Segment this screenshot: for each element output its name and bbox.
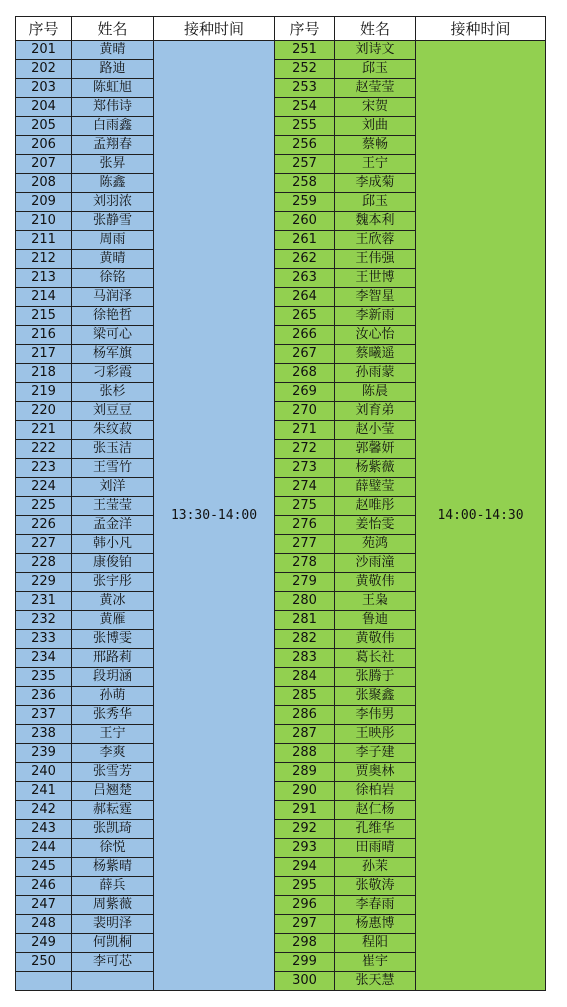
seq-cell: 237 — [16, 706, 72, 725]
seq-cell: 295 — [275, 877, 335, 896]
name-cell: 张腾于 — [335, 668, 416, 687]
name-cell: 杨军旗 — [72, 345, 154, 364]
name-cell: 贾奥林 — [335, 763, 416, 782]
seq-cell: 247 — [16, 896, 72, 915]
seq-cell: 282 — [275, 630, 335, 649]
name-cell: 路迪 — [72, 60, 154, 79]
seq-cell: 268 — [275, 364, 335, 383]
seq-cell: 228 — [16, 554, 72, 573]
name-cell: 邱玉 — [335, 60, 416, 79]
seq-cell: 217 — [16, 345, 72, 364]
name-cell: 蔡曦遥 — [335, 345, 416, 364]
seq-cell: 225 — [16, 497, 72, 516]
name-cell: 杨紫薇 — [335, 459, 416, 478]
name-cell: 王枭 — [335, 592, 416, 611]
header-name-1: 姓名 — [72, 17, 154, 41]
name-cell: 孙雨蒙 — [335, 364, 416, 383]
name-cell: 张杉 — [72, 383, 154, 402]
name-cell: 陈虹旭 — [72, 79, 154, 98]
name-cell: 李可芯 — [72, 953, 154, 972]
seq-cell: 270 — [275, 402, 335, 421]
seq-cell: 251 — [275, 41, 335, 60]
seq-cell: 298 — [275, 934, 335, 953]
name-cell: 陈晨 — [335, 383, 416, 402]
name-cell: 刘洋 — [72, 478, 154, 497]
name-cell: 张雪芳 — [72, 763, 154, 782]
seq-cell: 238 — [16, 725, 72, 744]
seq-cell: 272 — [275, 440, 335, 459]
seq-cell: 256 — [275, 136, 335, 155]
seq-cell: 266 — [275, 326, 335, 345]
name-cell: 梁可心 — [72, 326, 154, 345]
name-cell: 张秀华 — [72, 706, 154, 725]
name-cell: 孟金洋 — [72, 516, 154, 535]
name-cell: 刁彩霞 — [72, 364, 154, 383]
name-cell: 徐艳哲 — [72, 307, 154, 326]
seq-cell: 291 — [275, 801, 335, 820]
name-cell: 王伟强 — [335, 250, 416, 269]
header-name-2: 姓名 — [335, 17, 416, 41]
name-cell: 张宇彤 — [72, 573, 154, 592]
seq-cell: 242 — [16, 801, 72, 820]
name-cell: 杨惠博 — [335, 915, 416, 934]
name-cell: 段玥涵 — [72, 668, 154, 687]
name-cell: 裴明泽 — [72, 915, 154, 934]
seq-cell: 267 — [275, 345, 335, 364]
seq-cell: 244 — [16, 839, 72, 858]
name-cell: 康俊铂 — [72, 554, 154, 573]
seq-cell: 223 — [16, 459, 72, 478]
header-seq-1: 序号 — [16, 17, 72, 41]
table-row — [16, 41, 546, 60]
header-seq-2: 序号 — [275, 17, 335, 41]
seq-cell: 249 — [16, 934, 72, 953]
name-cell: 黄敬伟 — [335, 630, 416, 649]
name-cell: 徐铭 — [72, 269, 154, 288]
seq-cell: 259 — [275, 193, 335, 212]
header-time-2: 接种时间 — [416, 17, 546, 41]
name-cell: 张博雯 — [72, 630, 154, 649]
seq-cell: 222 — [16, 440, 72, 459]
name-cell: 魏本利 — [335, 212, 416, 231]
seq-cell: 239 — [16, 744, 72, 763]
name-cell: 张聚鑫 — [335, 687, 416, 706]
seq-cell: 202 — [16, 60, 72, 79]
name-cell: 张凯琦 — [72, 820, 154, 839]
name-cell: 黄雁 — [72, 611, 154, 630]
seq-cell: 248 — [16, 915, 72, 934]
name-cell: 杨紫晴 — [72, 858, 154, 877]
seq-cell: 292 — [275, 820, 335, 839]
seq-cell: 215 — [16, 307, 72, 326]
seq-cell: 285 — [275, 687, 335, 706]
seq-cell: 262 — [275, 250, 335, 269]
spreadsheet — [15, 16, 546, 991]
name-cell: 宋贺 — [335, 98, 416, 117]
name-cell: 黄晴 — [72, 250, 154, 269]
seq-cell: 220 — [16, 402, 72, 421]
seq-cell: 294 — [275, 858, 335, 877]
name-cell: 郑伟诗 — [72, 98, 154, 117]
name-cell: 孟翔春 — [72, 136, 154, 155]
seq-cell: 210 — [16, 212, 72, 231]
name-cell: 孙萌 — [72, 687, 154, 706]
seq-cell: 209 — [16, 193, 72, 212]
seq-cell: 271 — [275, 421, 335, 440]
time-slot-cell: 14:00-14:30 — [416, 41, 546, 991]
name-cell: 朱纹菽 — [72, 421, 154, 440]
name-cell: 王雪竹 — [72, 459, 154, 478]
name-cell: 程阳 — [335, 934, 416, 953]
seq-cell: 289 — [275, 763, 335, 782]
seq-cell: 208 — [16, 174, 72, 193]
seq-cell: 213 — [16, 269, 72, 288]
name-cell: 蔡畅 — [335, 136, 416, 155]
name-cell: 王欣蓉 — [335, 231, 416, 250]
seq-cell: 278 — [275, 554, 335, 573]
seq-cell: 250 — [16, 953, 72, 972]
name-cell: 郝耘霆 — [72, 801, 154, 820]
seq-cell: 264 — [275, 288, 335, 307]
seq-cell: 281 — [275, 611, 335, 630]
seq-cell: 275 — [275, 497, 335, 516]
seq-cell: 233 — [16, 630, 72, 649]
name-cell: 王映彤 — [335, 725, 416, 744]
seq-cell: 300 — [275, 972, 335, 991]
seq-cell: 224 — [16, 478, 72, 497]
seq-cell: 232 — [16, 611, 72, 630]
name-cell: 邱玉 — [335, 193, 416, 212]
name-cell: 张静雪 — [72, 212, 154, 231]
seq-cell: 219 — [16, 383, 72, 402]
seq-cell: 253 — [275, 79, 335, 98]
header-time-1: 接种时间 — [154, 17, 275, 41]
name-cell: 薛璧莹 — [335, 478, 416, 497]
name-cell — [72, 972, 154, 991]
name-cell: 张敬涛 — [335, 877, 416, 896]
seq-cell: 234 — [16, 649, 72, 668]
name-cell: 赵小莹 — [335, 421, 416, 440]
name-cell: 葛长社 — [335, 649, 416, 668]
name-cell: 苑鸿 — [335, 535, 416, 554]
name-cell: 沙雨潼 — [335, 554, 416, 573]
seq-cell: 205 — [16, 117, 72, 136]
name-cell: 陈鑫 — [72, 174, 154, 193]
name-cell: 刘羽浓 — [72, 193, 154, 212]
name-cell: 刘诗文 — [335, 41, 416, 60]
seq-cell: 299 — [275, 953, 335, 972]
seq-cell: 277 — [275, 535, 335, 554]
vaccination-schedule-table — [15, 16, 546, 991]
seq-cell: 287 — [275, 725, 335, 744]
seq-cell: 214 — [16, 288, 72, 307]
name-cell: 马润泽 — [72, 288, 154, 307]
name-cell: 赵莹莹 — [335, 79, 416, 98]
name-cell: 赵仁杨 — [335, 801, 416, 820]
name-cell: 郭馨妍 — [335, 440, 416, 459]
seq-cell: 236 — [16, 687, 72, 706]
seq-cell: 218 — [16, 364, 72, 383]
name-cell: 周雨 — [72, 231, 154, 250]
seq-cell: 203 — [16, 79, 72, 98]
seq-cell: 297 — [275, 915, 335, 934]
name-cell: 李爽 — [72, 744, 154, 763]
name-cell: 邢路莉 — [72, 649, 154, 668]
seq-cell: 283 — [275, 649, 335, 668]
name-cell: 李智星 — [335, 288, 416, 307]
seq-cell: 288 — [275, 744, 335, 763]
name-cell: 张玉洁 — [72, 440, 154, 459]
seq-cell: 261 — [275, 231, 335, 250]
seq-cell: 206 — [16, 136, 72, 155]
seq-cell: 260 — [275, 212, 335, 231]
header-row — [16, 17, 546, 41]
name-cell: 孔维华 — [335, 820, 416, 839]
seq-cell: 243 — [16, 820, 72, 839]
seq-cell: 279 — [275, 573, 335, 592]
seq-cell: 201 — [16, 41, 72, 60]
seq-cell: 273 — [275, 459, 335, 478]
seq-cell: 280 — [275, 592, 335, 611]
seq-cell: 293 — [275, 839, 335, 858]
seq-cell: 240 — [16, 763, 72, 782]
name-cell: 鲁迪 — [335, 611, 416, 630]
name-cell: 崔宇 — [335, 953, 416, 972]
name-cell: 张天慧 — [335, 972, 416, 991]
seq-cell: 263 — [275, 269, 335, 288]
name-cell: 黄敬伟 — [335, 573, 416, 592]
seq-cell: 254 — [275, 98, 335, 117]
name-cell: 何凯桐 — [72, 934, 154, 953]
name-cell: 黄晴 — [72, 41, 154, 60]
name-cell: 周紫薇 — [72, 896, 154, 915]
seq-cell: 221 — [16, 421, 72, 440]
name-cell: 吕翘楚 — [72, 782, 154, 801]
name-cell: 黄冰 — [72, 592, 154, 611]
seq-cell: 265 — [275, 307, 335, 326]
name-cell: 王世博 — [335, 269, 416, 288]
name-cell: 姜怡雯 — [335, 516, 416, 535]
name-cell: 徐柏岩 — [335, 782, 416, 801]
seq-cell: 290 — [275, 782, 335, 801]
seq-cell: 252 — [275, 60, 335, 79]
name-cell: 张昇 — [72, 155, 154, 174]
name-cell: 王宁 — [72, 725, 154, 744]
name-cell: 刘豆豆 — [72, 402, 154, 421]
seq-cell — [16, 972, 72, 991]
seq-cell: 207 — [16, 155, 72, 174]
seq-cell: 274 — [275, 478, 335, 497]
seq-cell: 258 — [275, 174, 335, 193]
seq-cell: 257 — [275, 155, 335, 174]
name-cell: 白雨鑫 — [72, 117, 154, 136]
seq-cell: 286 — [275, 706, 335, 725]
seq-cell: 227 — [16, 535, 72, 554]
name-cell: 刘育弟 — [335, 402, 416, 421]
name-cell: 孙茉 — [335, 858, 416, 877]
seq-cell: 246 — [16, 877, 72, 896]
seq-cell: 296 — [275, 896, 335, 915]
name-cell: 李成菊 — [335, 174, 416, 193]
time-slot-cell: 13:30-14:00 — [154, 41, 275, 991]
name-cell: 王莹莹 — [72, 497, 154, 516]
name-cell: 韩小凡 — [72, 535, 154, 554]
seq-cell: 276 — [275, 516, 335, 535]
seq-cell: 216 — [16, 326, 72, 345]
name-cell: 李春雨 — [335, 896, 416, 915]
seq-cell: 235 — [16, 668, 72, 687]
name-cell: 薛兵 — [72, 877, 154, 896]
seq-cell: 245 — [16, 858, 72, 877]
seq-cell: 255 — [275, 117, 335, 136]
seq-cell: 231 — [16, 592, 72, 611]
seq-cell: 269 — [275, 383, 335, 402]
name-cell: 徐悦 — [72, 839, 154, 858]
seq-cell: 204 — [16, 98, 72, 117]
name-cell: 赵唯彤 — [335, 497, 416, 516]
name-cell: 王宁 — [335, 155, 416, 174]
name-cell: 李子建 — [335, 744, 416, 763]
name-cell: 刘曲 — [335, 117, 416, 136]
seq-cell: 284 — [275, 668, 335, 687]
seq-cell: 241 — [16, 782, 72, 801]
name-cell: 李伟男 — [335, 706, 416, 725]
name-cell: 汝心怡 — [335, 326, 416, 345]
name-cell: 田雨晴 — [335, 839, 416, 858]
name-cell: 李新雨 — [335, 307, 416, 326]
seq-cell: 212 — [16, 250, 72, 269]
seq-cell: 229 — [16, 573, 72, 592]
seq-cell: 211 — [16, 231, 72, 250]
seq-cell: 226 — [16, 516, 72, 535]
